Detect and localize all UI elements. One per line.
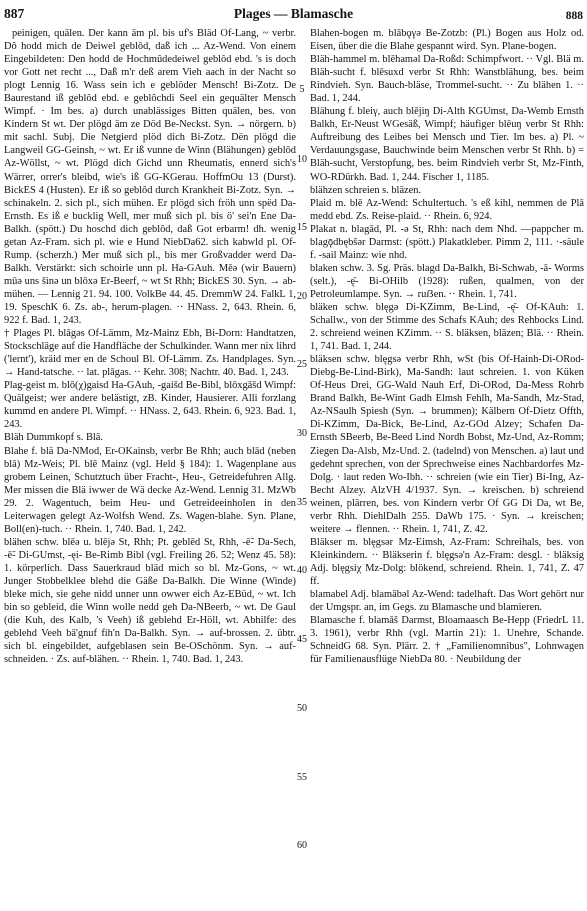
entry-blahen-bogen: Blahen-bogen m. blābǫγə Be-Zotzb: (Pl.) Bogen aus Holz od. Eisen, über die die Blahe gespannt wird. Syn. Plane-bogen. bbox=[310, 28, 584, 53]
line-number: 5 bbox=[299, 84, 305, 95]
line-number: 45 bbox=[297, 634, 307, 645]
page-header bbox=[4, 2, 583, 24]
line-number: 15 bbox=[297, 222, 307, 233]
line-number: 25 bbox=[297, 359, 307, 370]
entry-plag-geist: Plag-geist m. blō(χ)gaisd Ha-GAuh, -gaišd Be-Bibl, blōxgāšd Wimpf: Quälgeist; wer andere belästigt, zB. Kinder, Hausierer. Alli forzlang kummd en andere Pl. Wimpf. ·· HNass. 2, 643. Rhein. 6, 923. Bad. 1, 243. bbox=[4, 380, 296, 431]
entry-blaeksen: bläksen schw. blęgsə verbr Rhh, wSt (bis Of-Hainh-Di-ORod-Diebg-Be-Lind-Birk), Ma-Sandh: laut schreien. 1. von Küken Of-Heus Drei, GG-Wald Nauh Erf, Di-ORod, Da-Mess Rohrb Brand Balkh, Be-Wint Gadh Elmsh Fehlh, Ma-Sandh, Mz-Stad, Az-NSaulh Spiesh (Syn. → brummen); Kälbern Of-Dietz Offth, Di-KZimm, Da-Bick, Be-Lind, Az-GOd Alzey; Schafen Da-Ernsth SBeerb, Be-Beed Lind Nordh Bobst, Mz-Und, Az-Romm; Ziegen Da-Alsb, Mz-Und. 2. (tadelnd) von Menschen. a) laut und gedehnt sprechen, von der Sprechweise eines Nachbardorfes Mz-Dolg. · laut reden Wo-Ibh. ·· schreien (wie ein Tier) Bi-Ing, Az-Becht Alzey. AlzVH 4/1937. Syn. → kreischen. b) schreiend weinen, plärren, bes. von Kindern verbr Of GG Di Da, wt Be, verbr Rhh. DiehlDalh 255. DaWb 175. · Syn. → kreischen; weitere → flennen. ·· Rhein. 1, 741, Z. 42. bbox=[310, 354, 584, 535]
page-number-right: 888 bbox=[565, 10, 583, 22]
entry-blaehen: blähen schw. blēə u. blējə St, Rhh; Pt. geblēd St, Rhh, -ē̃- Da-Sech, -ē̃- Di-GUmst, -ęi- Be-Rimb Bibl (vgl. Freiling 26. 52; Wenz 45. 58): 1. körperlich. Dass Sauerkraud bläd mich so bl. Mz-Gons, ~ wt. Junger Stobbelklee blehd die Gäße Da-Balkh. Die Winne (Winde) bleke mich, sie gehe nidd unner unn owwer eich Az-EBüd, ~ wt. Ich bin so gebleid, die Winn wolle nedd geh Da-NBeerb, ~ wt. De Gaul (die Kuh, des Kalb, 's Veeh) iß geblehd Er-Höll, wt. Abhilfe: des geblehd Veeh bā'gnuf fih'n Da-Balkh. Syn. → auf-brossen. 2. übtr. sich bl. eingebildet, aufgeblasen sein Be-OSchönm. Syn. → auf-schneiden. · Zs. auf-blähen. ·· Rhein. 1, 740. Bad. 1, 243. bbox=[4, 536, 296, 666]
entry-blaken: blaken schw. 3. Sg. Präs. blagd Da-Balkh, Bi-Schwab, -ā- Worms (selt.), -ę̄- Bi-OHilb (1928): rußen, qualmen, von der Petroleumlampe. Syn. → ruẞen. ·· Rhein. 1, 741. bbox=[310, 262, 584, 300]
line-number: 20 bbox=[297, 291, 307, 302]
entry-blahe: Blahe f. blä Da-NMod, Er-OKainsb, verbr Be Rhh; auch blād (neben blā) Mz-Weis; Pl. blē Mainz (vgl. Held § 184): 1. Wagenplane aus grobem Leinen, Schutztuch über Fracht-, Heu-, Getreidefuhren Allg. Mer missen die Blä iwwer de Wä decke Az-Wend. Lennig 31. MzWb 29. 2. Wagentuch, beim Heu- und Getreideeinholen in den Leiterwagen gelegt Az-Wolfsh Wend. Zs. Wagen-blahe. Syn. Plane, Boll(en)-tuch. ·· Rhein. 1, 740. Bad. 1, 242. bbox=[4, 445, 296, 535]
line-number: 40 bbox=[297, 565, 307, 576]
left-column bbox=[4, 27, 296, 905]
entry-blaehung: Blähung f. bleiγ, auch blējiŋ Di-Alth KGUmst, Da-Wemb Ernsth Balkh, Er-Neust WGesäß, Wimpf; häufiger blēuŋ verbr St Rhh: Auftreibung des Leibes bei Mensch und Tier. Im bes. a) Pl. ~ Verdauungsgase, Bauchwinde beim Menschen verbr St Rhh. b) = Bläh-sucht, Verstopfung, bes. beim Rindvieh verbr St, Mz-Finth, WO-RDürkh. Bad. 1, 244. Fischer 1, 1185. bbox=[310, 106, 584, 183]
entry-plagen-continued: peinigen, quälen. Der kann äm pl. bis uf's Bläd Of-Lang, ~ verbr. Dô hodd mich de Deiwel geblôd, daß ich ... Az-Wend. Von einem Eingebildeten: Den hodd de Hochmûdedeiwel geblôd ebd. 's is doch vor Gott net recht ..., Daß m'r deß arem Vieh aach in der Nacht so plogt Lennig 16. Wass sein ich e geblöder Mensch! Bi-Zotz. De Baurestand iß geblôd ebd. e geblôchdi Seel ein gequälter Mensch Wimpf. · Im bes. a) durch unablässiges Bitten quälen, bes. von Kindern St wt. Der plögd äm ze Död Be-Neckst. Syn. → nörgern. b) mit sachl. Subj. Die Netgierd plöd dich Bi-Zotz. Dën plögd die Langweil GG-Geinsh, ~ wt. Er iß vunne de Winn (Blähungen) geblôd Az-Wöllst, ~ wt. Plögd dich Gichd unn Rheumatis, ennerd sich's Wärrer, orrer's bleibd, wie's iß GG-KGerau. HoffmOu 13 (Durst). BickES 4 (Husten). Er iß so geblôd durch Krankheit Bi-Zotz. Syn. → schinakeln. 2. sich pl., sich mühen. Er plögd sich fröh unn spëd Da-Ernsth. Es iß e bucklig Well, mer muß sich pl. bis ö' sei'n Ene Da-Balkh. (spött.) Du hoschd dich geblôd, daß Got erbarm! dh. wenig getan Az-Fram. sich pl. wie e Hund NiebDa62. sich kabwld pl. Of-Rump. (scherzh.) Mer muß sich pl., bis mer Großvadder werd Da-Balkh. Verstärkt: sich schoirle unn pl. Ha-GAuh. Mēə (wir Bauern) mūə uns šinə un blōxə Er-Beerf, ~ wt St Rhh; BickES 30. Syn. → ab-mühen. — Lennig 21. 94. 100. VolkBe 44. 45. DremmW 24. FalkL 1, 19. SpeschK 6. Zs. ab-, herum-plagen. ·· HNass. 2, 643. Rhein. 6, 922 f. Bad. 1, 243. bbox=[4, 28, 296, 327]
right-column bbox=[310, 27, 584, 905]
entry-blaehzen-reference: blähzen schreien s. bläzen. bbox=[310, 184, 422, 196]
line-number: 30 bbox=[297, 428, 307, 439]
entry-plaid: Plaid m. blē Az-Wend: Schultertuch. 's eß kihl, nemmen de Plā medd ebd. Zs. Reise-plaid. ·· Rhein. 6, 924. bbox=[310, 197, 584, 222]
entry-blaekser: Bläkser m. blęgsər Mz-Eimsh, Az-Fram: Schreihals, bes. von Kleinkindern. ·· Bläkserin f. blęgsə'n Az-Fram: desgl. · bläksig Adj. blęgsiχ Mz-Dolg: blökend, schreiend. Rhein. 1, 741, Z. 47 ff. bbox=[310, 536, 584, 587]
entry-plakat: Plakat n. blagād, Pl. -ə St, Rhh: nach dem Nhd. —pappcher m. blagǭdbębšǝr Darmst: (spött.) Plakatkleber. Pimm 2, 111. ·-säule f. -sail Mainz: wie nhd. bbox=[310, 223, 584, 261]
entry-blamasche: Blamasche f. blamāš Darmst, Bloamaasch Be-Hepp (FriedrL 11. 3. 1961), verbr Rhh (vgl. Martin 21): 1. Unehre, Schande. SchneidG 68. Syn. Plärr. 2. † „Familienomnibus", Lohnwagen für Familienausflüge NiebDa 80. · Neubildung der bbox=[310, 615, 584, 666]
entry-blaeken: bläken schw. blęgə Di-KZimm, Be-Lind, -ę̄- Of-KAuh: 1. Schallw., von der Stimme des Schafs KAuh; des Rehbocks Lind. 2. schreiend weinen KZimm. ·· S. bläksen, bläzen; Blä. ·· Rhein. 1, 741. Bad. 1, 244. bbox=[310, 301, 584, 353]
line-number: 50 bbox=[297, 703, 307, 714]
entry-blamabel: blamabel Adj. blamābǝl Az-Wend: tadelhaft. Das Wort gehört nur der Umgspr. an, im Gegs. zu Blamasche und blamieren. bbox=[310, 589, 584, 614]
page-number-left: 887 bbox=[4, 6, 25, 21]
running-title: Plages — Blamasche bbox=[233, 6, 354, 21]
entry-blaeh-sucht: Bläh-sucht f. blēsuxd verbr St Rhh: Wanstblähung, bes. beim Rindvieh. Syn. Bauch-bläse, Trommel-sucht. ·· Zu blähen 1. ·· Bad. 1, 244. bbox=[310, 67, 584, 105]
entry-blaeh-reference: Bläh Dummkopf s. Blä. bbox=[4, 432, 103, 444]
line-number: 55 bbox=[297, 772, 307, 783]
entry-blaeh-hammel: Bläh-hammel m. blēhamǝl Da-Roßd: Schimpfwort. ·· Vgl. Blä m. bbox=[310, 54, 584, 66]
line-number: 10 bbox=[297, 154, 307, 165]
entry-plages: † Plages Pl. blāgəs Of-Lämm, Mz-Mainz Ebh, Bi-Dorn: Handtatzen, Stockschläge auf die Handfläche der Schulkinder. Wann mer nix lihrd ('lernt'), kräid mer en de Schoul Bl. Of-Lämm. Zs. Handplages. Syn. → Hand-tatsche. ·· lat. plāgas. ·· Kehr. 308; Nachtr. 40. Bad. 1, 243. bbox=[4, 328, 296, 379]
line-number: 60 bbox=[297, 840, 307, 851]
line-number: 35 bbox=[297, 497, 307, 508]
